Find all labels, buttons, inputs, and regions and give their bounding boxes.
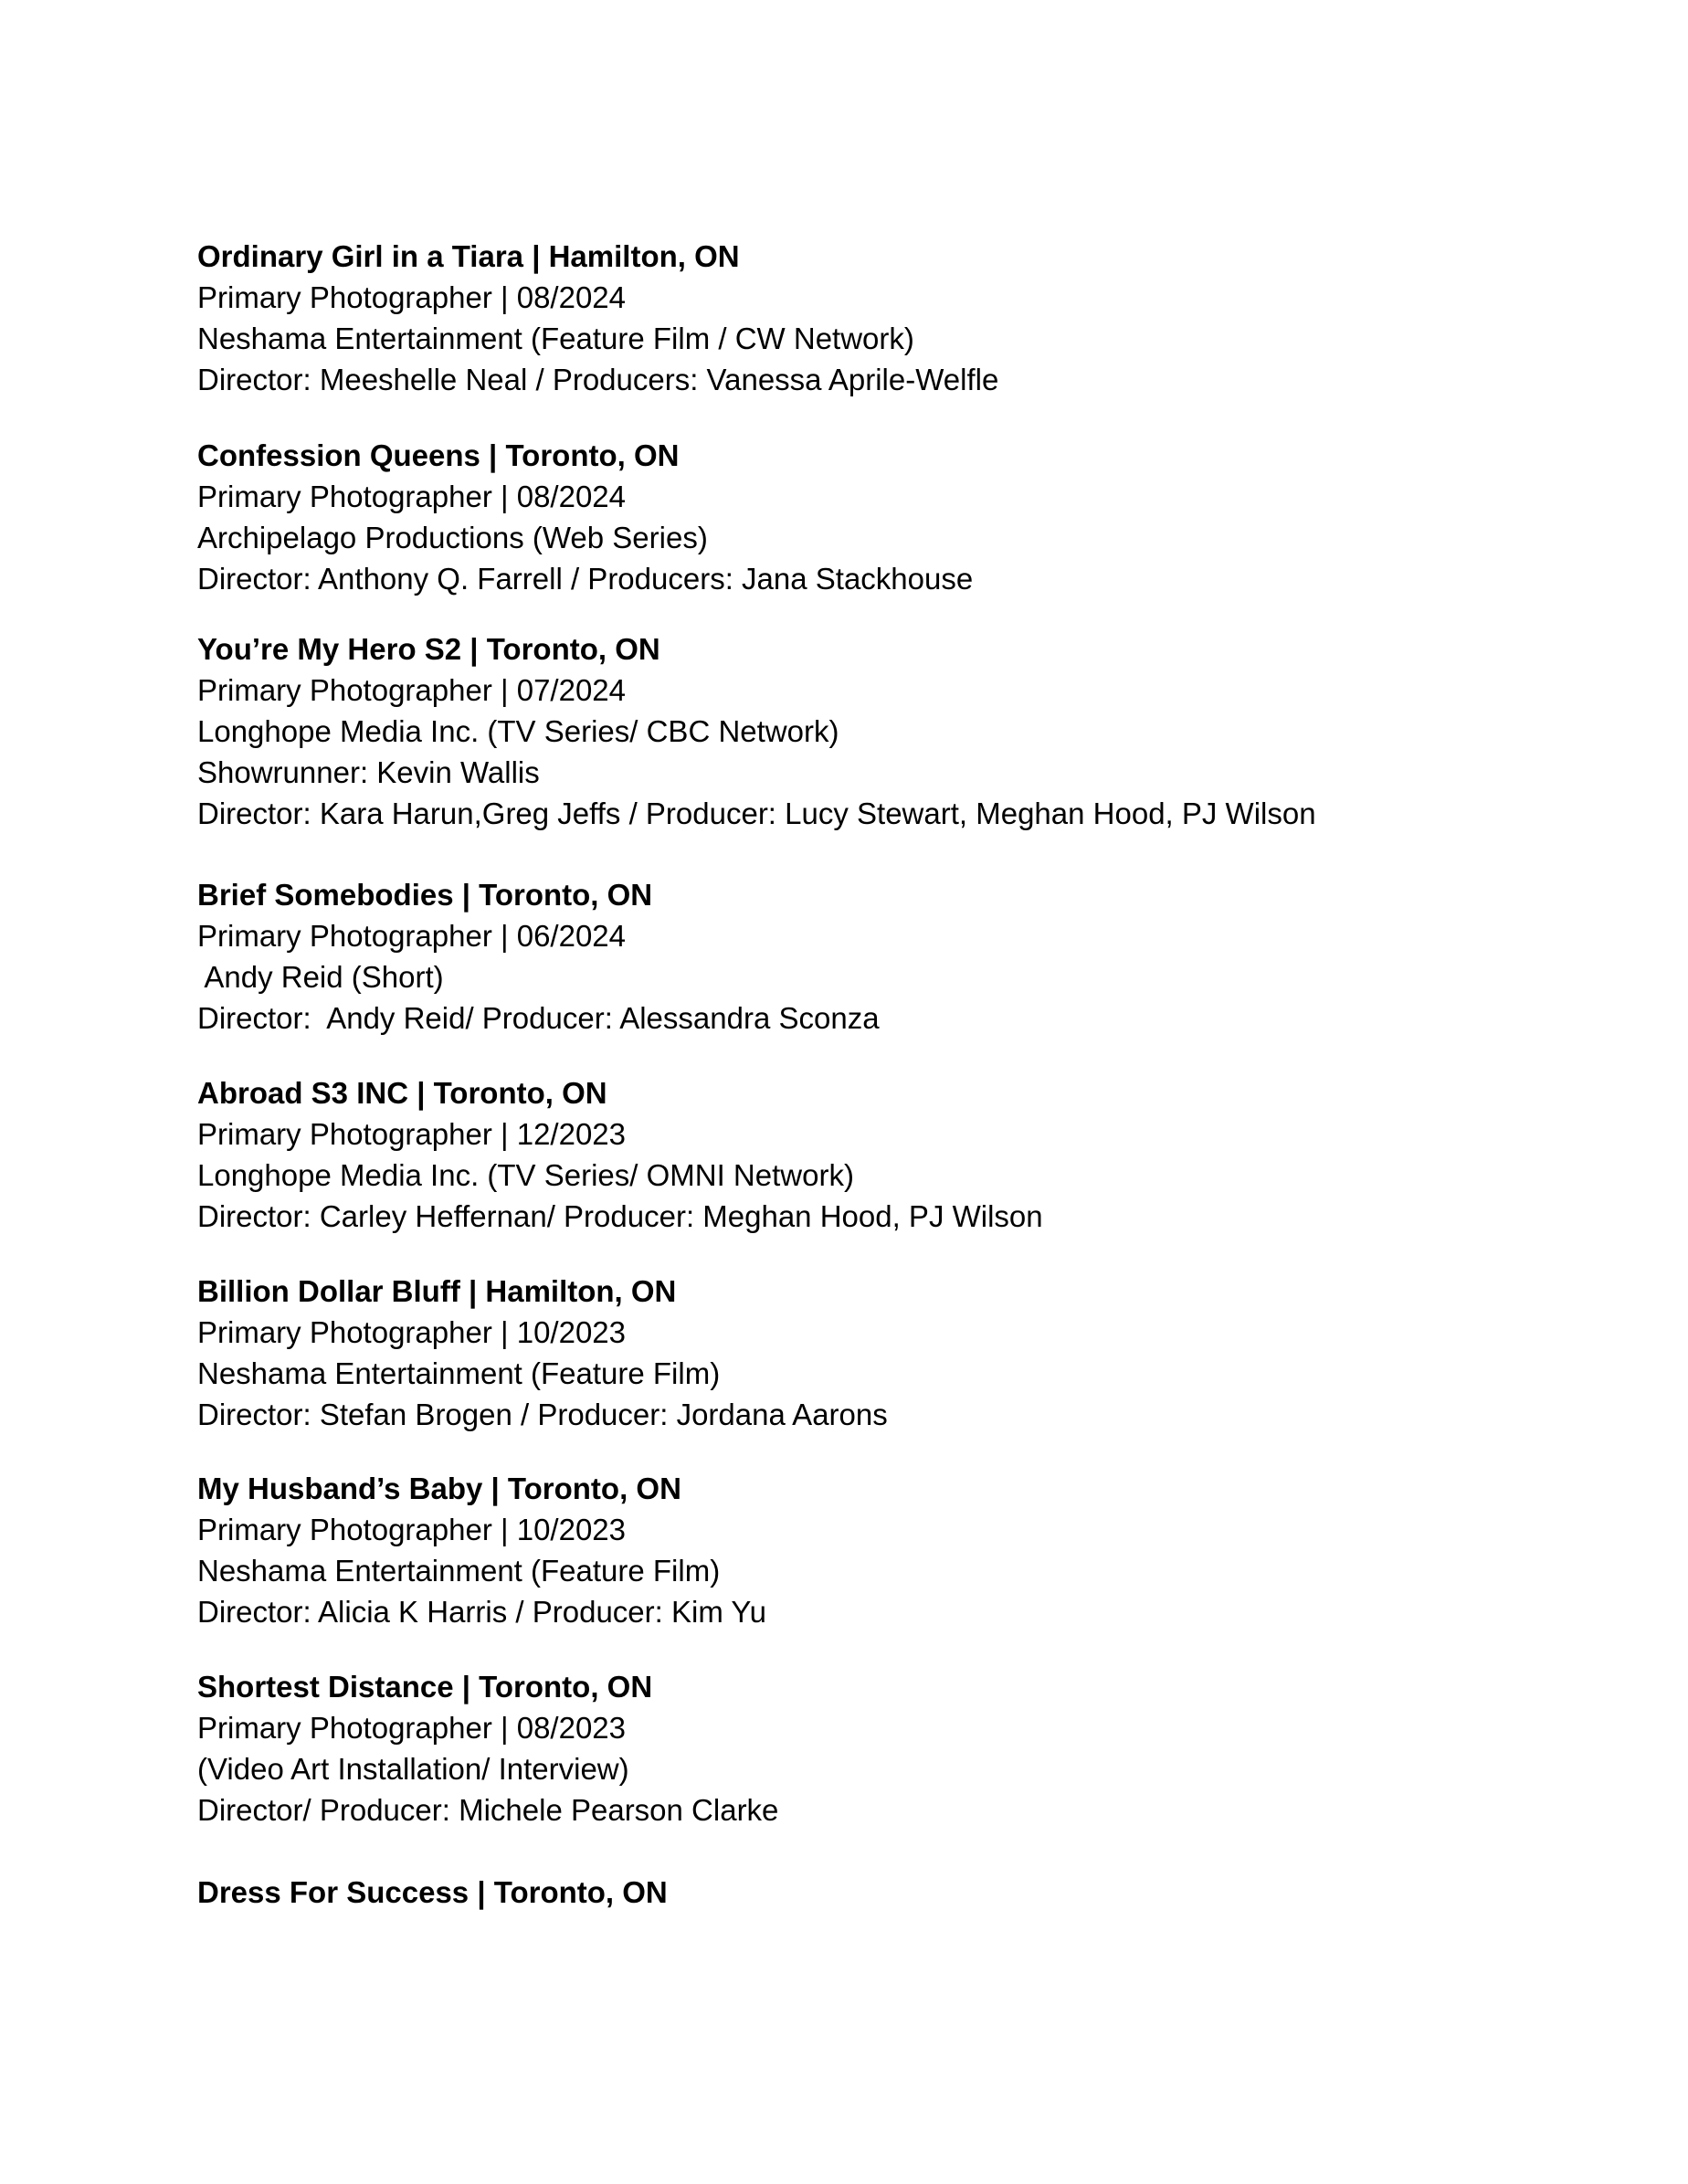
entry-credits: Director: Stefan Brogen / Producer: Jordana Aarons bbox=[197, 1398, 888, 1431]
entry-production: Andy Reid (Short) bbox=[197, 960, 444, 994]
credit-entry bbox=[197, 1666, 1567, 1831]
entry-role: Primary Photographer | 06/2024 bbox=[197, 919, 627, 953]
entry-title: Brief Somebodies | Toronto, ON bbox=[197, 878, 653, 912]
credit-entry bbox=[197, 435, 1567, 599]
entry-credits: Director: Anthony Q. Farrell / Producers: Jana Stackhouse bbox=[197, 562, 974, 596]
credit-entry bbox=[197, 236, 1567, 400]
entry-role: Primary Photographer | 08/2024 bbox=[197, 480, 627, 513]
entry-credits: Director: Andy Reid/ Producer: Alessandra Sconza bbox=[197, 1001, 880, 1035]
entry-credits: Director: Carley Heffernan/ Producer: Meghan Hood, PJ Wilson bbox=[197, 1199, 1043, 1233]
entry-role: Primary Photographer | 08/2023 bbox=[197, 1711, 627, 1745]
entry-title: Dress For Success | Toronto, ON bbox=[197, 1875, 668, 1909]
entry-title: Billion Dollar Bluff | Hamilton, ON bbox=[197, 1274, 677, 1308]
entry-credits: Director: Meeshelle Neal / Producers: Vanessa Aprile-Welfle bbox=[197, 363, 999, 396]
entry-credits: Director/ Producer: Michele Pearson Clarke bbox=[197, 1793, 779, 1827]
entry-showrunner: Showrunner: Kevin Wallis bbox=[197, 755, 540, 789]
credit-entry bbox=[197, 628, 1567, 834]
entry-production: Longhope Media Inc. (TV Series/ OMNI Network) bbox=[197, 1158, 854, 1192]
entry-title: Shortest Distance | Toronto, ON bbox=[197, 1670, 653, 1704]
entry-credits: Director: Kara Harun,Greg Jeffs / Producer: Lucy Stewart, Meghan Hood, PJ Wilson bbox=[197, 797, 1316, 830]
credit-entry bbox=[197, 1468, 1567, 1632]
entry-production: Archipelago Productions (Web Series) bbox=[197, 521, 708, 554]
entry-role: Primary Photographer | 10/2023 bbox=[197, 1315, 627, 1349]
entry-role: Primary Photographer | 10/2023 bbox=[197, 1513, 627, 1546]
entry-role: Primary Photographer | 07/2024 bbox=[197, 673, 627, 707]
entry-production: Longhope Media Inc. (TV Series/ CBC Network) bbox=[197, 714, 839, 748]
entry-title: You’re My Hero S2 | Toronto, ON bbox=[197, 632, 660, 666]
credit-entry bbox=[197, 874, 1567, 1039]
entry-title: Abroad S3 INC | Toronto, ON bbox=[197, 1076, 607, 1110]
entry-title: Ordinary Girl in a Tiara | Hamilton, ON bbox=[197, 239, 740, 273]
credit-entry bbox=[197, 1072, 1567, 1237]
entry-production: (Video Art Installation/ Interview) bbox=[197, 1752, 629, 1786]
entry-role: Primary Photographer | 08/2024 bbox=[197, 280, 627, 314]
credit-entry bbox=[197, 1271, 1567, 1435]
entry-title: Confession Queens | Toronto, ON bbox=[197, 438, 680, 472]
entry-production: Neshama Entertainment (Feature Film) bbox=[197, 1356, 721, 1390]
entry-production: Neshama Entertainment (Feature Film) bbox=[197, 1554, 721, 1588]
credit-entry bbox=[197, 1872, 1567, 1913]
entry-credits: Director: Alicia K Harris / Producer: Kim Yu bbox=[197, 1595, 766, 1629]
entry-role: Primary Photographer | 12/2023 bbox=[197, 1117, 627, 1151]
entry-title: My Husband’s Baby | Toronto, ON bbox=[197, 1472, 681, 1505]
entry-production: Neshama Entertainment (Feature Film / CW Network) bbox=[197, 322, 914, 355]
